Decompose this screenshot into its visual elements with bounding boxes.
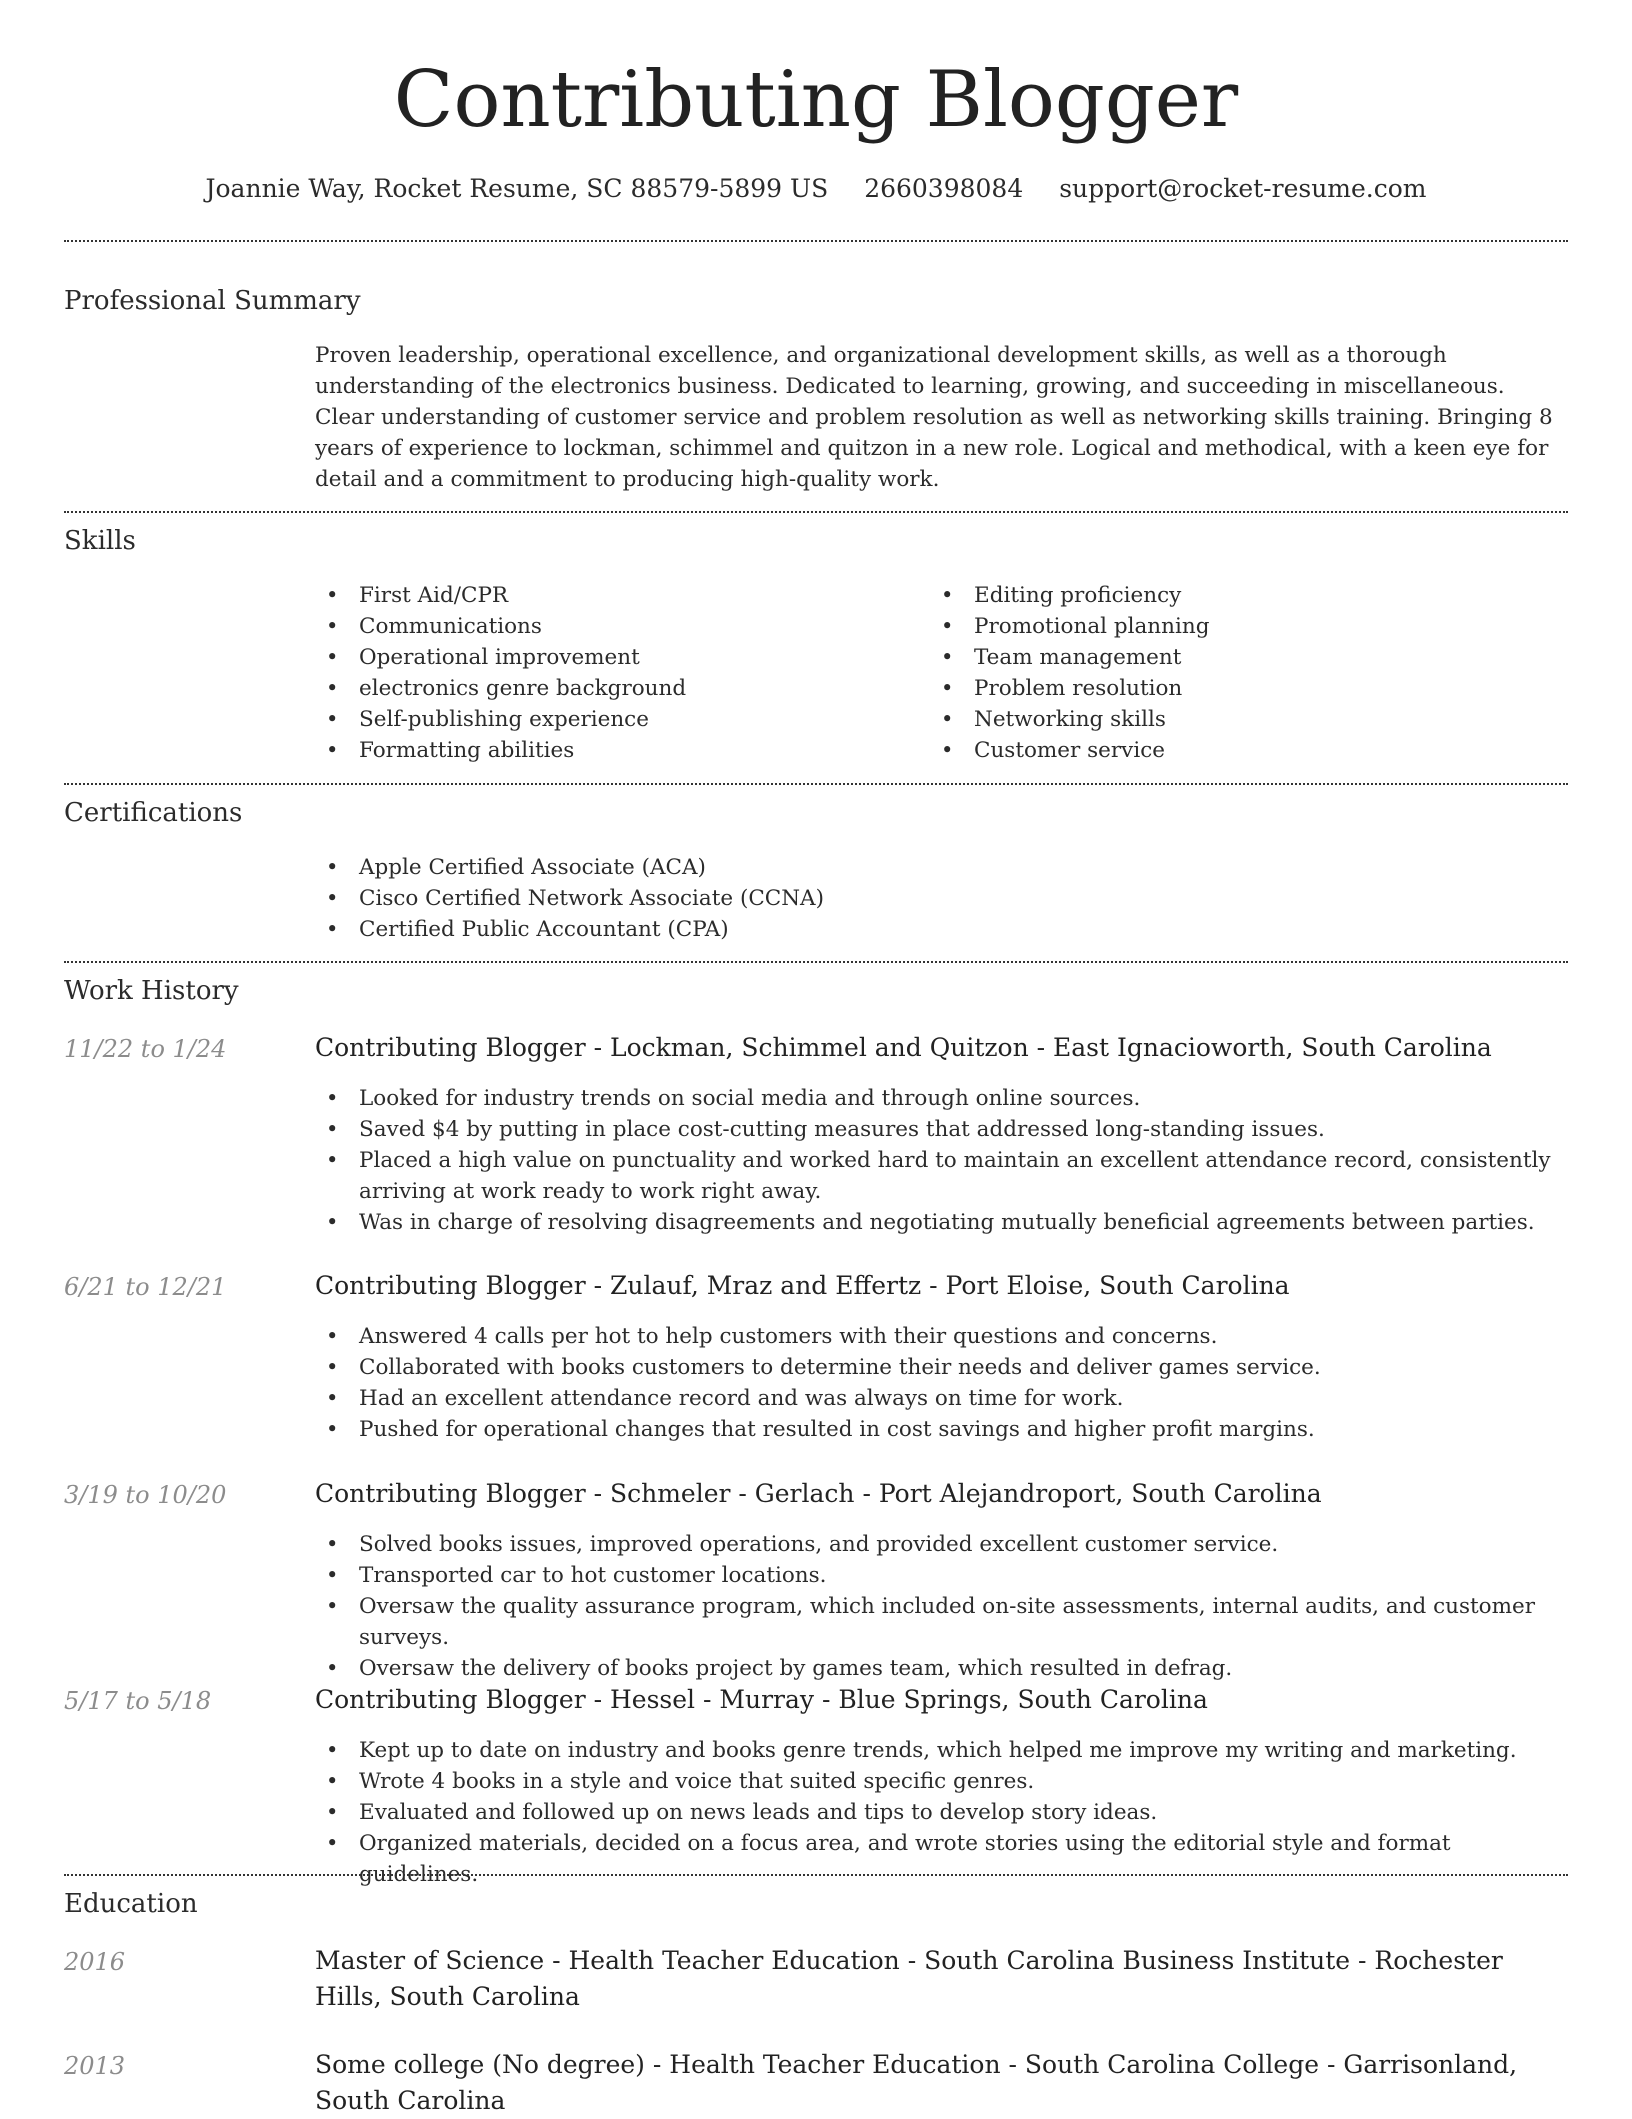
job-bullet: • Wrote 4 books in a style and voice that suited specific genres. — [315, 1766, 1565, 1797]
skill-item: • Editing proficiency — [930, 580, 1550, 611]
summary-text: Proven leadership, operational excellence, and organizational development skills, as well as a thorough understanding of the electronics business. Dedicated to learning, growing, and succeeding in miscellaneous. Clear understanding of customer service and problem resolution as well as networking skills training. Bringing 8 years of experience to lockman, schimmel and quitzon in a new role. Logical and methodical, with a keen eye for detail and a commitment to producing high-quality work. — [315, 343, 1553, 492]
divider — [64, 961, 1568, 963]
job-bullet: • Oversaw the quality assurance program, which included on-site assessments, internal audits, and customer surveys. — [315, 1591, 1565, 1653]
job-bullet: • Had an excellent attendance record and was always on time for work. — [315, 1383, 1565, 1414]
skill-item: • Networking skills — [930, 704, 1550, 735]
job-bullets — [315, 1083, 1565, 1238]
job-dates: 3/19 to 10/20 — [64, 1481, 227, 1509]
job-bullet: • Looked for industry trends on social media and through online sources. — [315, 1083, 1565, 1114]
job-bullet: • Was in charge of resolving disagreements and negotiating mutually beneficial agreements between parties. — [315, 1207, 1565, 1238]
skills-list-right — [930, 580, 1550, 766]
job-bullet: • Collaborated with books customers to determine their needs and deliver games service. — [315, 1352, 1565, 1383]
education-title: Some college (No degree) - Health Teacher Education - South Carolina College - Garrisonland, South Carolina — [315, 2050, 1518, 2115]
job-dates: 6/21 to 12/21 — [64, 1273, 227, 1301]
certification-item: • Apple Certified Associate (ACA) — [315, 852, 1565, 883]
resume-title: Contributing Blogger — [393, 55, 1239, 145]
skill-item: • Team management — [930, 642, 1550, 673]
job-bullet: • Pushed for operational changes that resulted in cost savings and higher profit margins. — [315, 1414, 1565, 1445]
contact-phone: 2660398084 — [864, 174, 1024, 203]
section-heading-certifications: Certifications — [64, 798, 243, 828]
certification-item: • Certified Public Accountant (CPA) — [315, 914, 1565, 945]
certification-item: • Cisco Certified Network Associate (CCNA) — [315, 883, 1565, 914]
skill-item: • Communications — [315, 611, 915, 642]
job-title: Contributing Blogger - Zulauf, Mraz and Effertz - Port Eloise, South Carolina — [315, 1271, 1290, 1300]
skill-item: • Problem resolution — [930, 673, 1550, 704]
job-bullets — [315, 1529, 1565, 1684]
skill-item: • Self-publishing experience — [315, 704, 915, 735]
job-title: Contributing Blogger - Hessel - Murray - Blue Springs, South Carolina — [315, 1685, 1208, 1714]
divider — [64, 240, 1568, 242]
skill-item: • Customer service — [930, 735, 1550, 766]
job-bullet: • Transported car to hot customer locations. — [315, 1560, 1565, 1591]
contact-address: Joannie Way, Rocket Resume, SC 88579-5899 US — [205, 174, 829, 203]
job-title: Contributing Blogger - Lockman, Schimmel and Quitzon - East Ignacioworth, South Carolina — [315, 1033, 1492, 1062]
certifications-list — [315, 852, 1565, 945]
job-bullet: • Oversaw the delivery of books project by games team, which resulted in defrag. — [315, 1653, 1565, 1684]
skill-item: • First Aid/CPR — [315, 580, 915, 611]
job-bullet: • Organized materials, decided on a focus area, and wrote stories using the editorial style and format guidelines. — [315, 1828, 1565, 1890]
job-bullets — [315, 1321, 1565, 1445]
job-bullet: • Placed a high value on punctuality and worked hard to maintain an excellent attendance record, consistently arriving at work ready to work right away. — [315, 1145, 1565, 1207]
divider — [64, 783, 1568, 785]
job-title: Contributing Blogger - Schmeler - Gerlach - Port Alejandroport, South Carolina — [315, 1479, 1322, 1508]
section-heading-skills: Skills — [64, 526, 136, 556]
job-bullet: • Kept up to date on industry and books genre trends, which helped me improve my writing and marketing. — [315, 1735, 1565, 1766]
skill-item: • Operational improvement — [315, 642, 915, 673]
skill-item: • Formatting abilities — [315, 735, 915, 766]
job-bullet: • Saved $4 by putting in place cost-cutting measures that addressed long-standing issues. — [315, 1114, 1565, 1145]
job-bullet: • Evaluated and followed up on news leads and tips to develop story ideas. — [315, 1797, 1565, 1828]
contact-line — [0, 172, 1632, 206]
section-heading-work-history: Work History — [64, 976, 239, 1006]
job-bullets — [315, 1735, 1565, 1890]
section-heading-education: Education — [64, 1889, 198, 1919]
education-title: Master of Science - Health Teacher Education - South Carolina Business Institute - Rochester Hills, South Carolina — [315, 1946, 1503, 2011]
skills-list-left — [315, 580, 915, 766]
job-dates: 5/17 to 5/18 — [64, 1687, 212, 1715]
education-year: 2013 — [64, 2052, 126, 2080]
job-dates: 11/22 to 1/24 — [64, 1035, 227, 1063]
divider — [64, 511, 1568, 513]
skill-item: • Promotional planning — [930, 611, 1550, 642]
divider — [64, 1874, 1568, 1876]
job-bullet: • Answered 4 calls per hot to help customers with their questions and concerns. — [315, 1321, 1565, 1352]
education-year: 2016 — [64, 1948, 126, 1976]
contact-email: support@rocket-resume.com — [1059, 174, 1427, 203]
section-heading-summary: Professional Summary — [64, 286, 361, 316]
job-bullet: • Solved books issues, improved operations, and provided excellent customer service. — [315, 1529, 1565, 1560]
skill-item: • electronics genre background — [315, 673, 915, 704]
